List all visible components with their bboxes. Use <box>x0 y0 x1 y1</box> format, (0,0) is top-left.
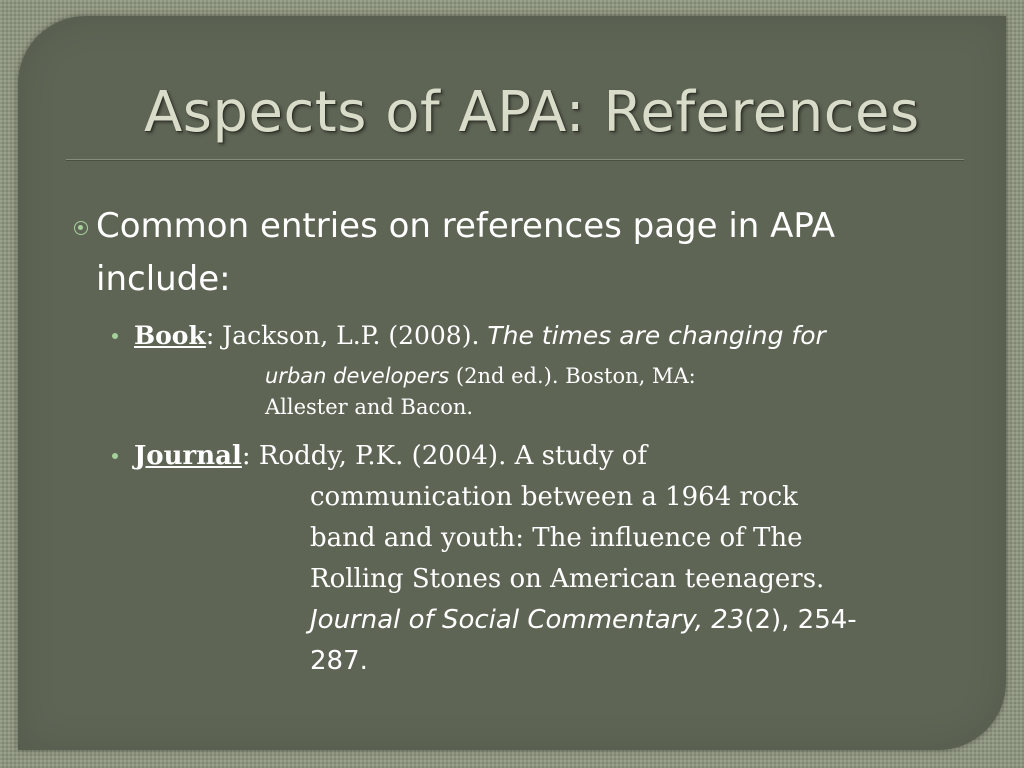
slide-title: Aspects of APA: References <box>144 80 920 145</box>
journal-author-year: : Roddy, P.K. (2004). A study of <box>241 441 648 471</box>
main-bullet <box>74 200 986 306</box>
journal-entry-line6: 287. <box>310 646 368 676</box>
book-author-year: : Jackson, L.P. (2008). <box>205 321 488 350</box>
book-entry-line1 <box>134 316 826 356</box>
journal-issue-pages: (2), 254- <box>744 605 857 635</box>
dot-bullet-icon <box>112 333 118 339</box>
journal-entry-line2: communication between a 1964 rock <box>310 482 798 512</box>
book-title-part2: urban developers <box>265 364 450 388</box>
book-entry-line2 <box>265 361 696 392</box>
book-entry-line3: Allester and Bacon. <box>265 395 474 419</box>
book-entry-continuation <box>265 361 696 423</box>
book-title-part1: The times are changing for <box>487 321 826 350</box>
title-divider <box>66 159 964 161</box>
journal-entry-line3: band and youth: The influence of The <box>310 523 803 553</box>
main-bullet-line2: include: <box>96 259 231 299</box>
dot-bullet-icon <box>112 453 118 459</box>
journal-entry-line1 <box>134 436 647 476</box>
journal-entry-line4: Rolling Stones on American teenagers. <box>310 564 825 594</box>
journal-name: Journal of Social Commentary, 23 <box>310 605 745 635</box>
slide <box>18 16 1006 750</box>
main-bullet-line1: Common entries on references page in APA <box>96 206 836 246</box>
book-label: Book <box>134 321 206 350</box>
circle-bullet-icon <box>74 221 88 235</box>
journal-entry-line5 <box>310 600 857 641</box>
book-edition-place: (2nd ed.). Boston, MA: <box>449 364 696 388</box>
journal-label: Journal <box>134 441 242 471</box>
journal-entry-continuation <box>310 477 857 682</box>
